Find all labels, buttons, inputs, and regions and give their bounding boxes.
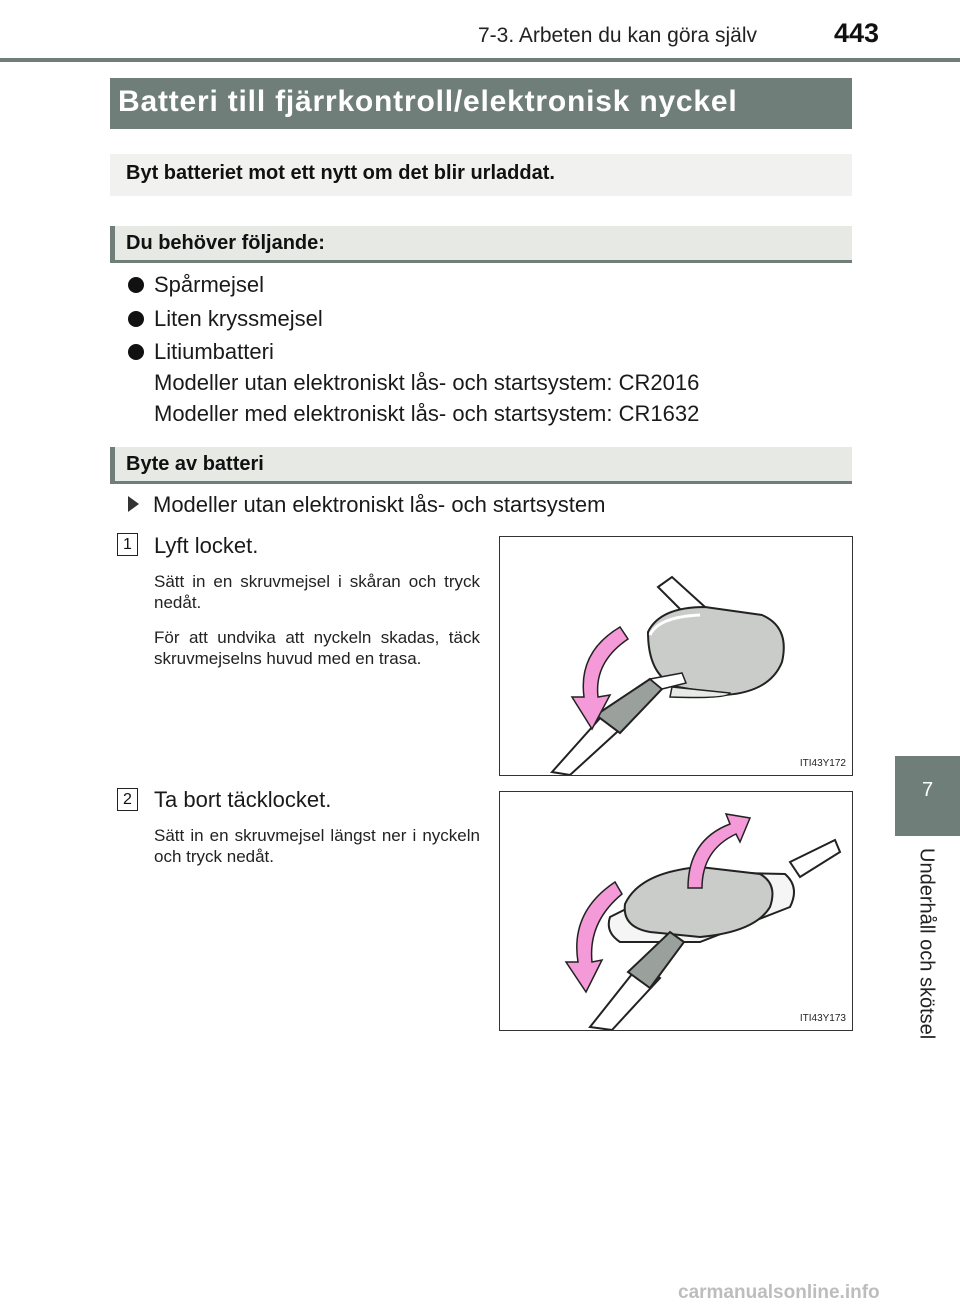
step-title: Lyft locket. <box>154 533 259 558</box>
bullet-icon <box>128 311 144 327</box>
page-number: 443 <box>834 18 880 48</box>
triangle-bullet-icon <box>128 496 139 512</box>
lead-box <box>110 154 852 196</box>
key-illustration-1 <box>500 537 852 775</box>
step-title: Ta bort täcklocket. <box>154 787 332 812</box>
header-rule <box>0 58 960 62</box>
figure-lift-cover <box>499 536 853 776</box>
list-item-text: Litiumbatteri <box>154 339 274 364</box>
chapter-label <box>898 848 954 1038</box>
list-item-text: Spårmejsel <box>154 272 265 297</box>
figure-code: ITI43Y173 <box>799 1013 846 1024</box>
page-title: Batteri till fjärrkontroll/elektronisk nyckel <box>118 85 738 118</box>
model-line-text: Modeller utan elektroniskt lås- och startsystem <box>153 492 606 517</box>
key-illustration-2 <box>500 792 852 1030</box>
chapter-tab: 7 <box>895 756 960 836</box>
section-heading-needs <box>110 226 852 263</box>
list-item <box>128 272 264 298</box>
list-item-text: Liten kryssmejsel <box>154 306 323 331</box>
step-note: För att undvika att nyckeln skadas, täck skruvmejselns huvud med en trasa. <box>154 628 480 668</box>
section-heading-replace <box>110 447 852 484</box>
bullet-icon <box>128 344 144 360</box>
section-heading-needs-text: Du behöver följande: <box>126 232 325 254</box>
battery-line: Modeller med elektroniskt lås- och startsystem: CR1632 <box>154 401 700 426</box>
section-header: 7-3. Arbeten du kan göra själv <box>478 24 758 47</box>
lead-text: Byt batteriet mot ett nytt om det blir urladdat. <box>126 162 555 184</box>
step-note: Sätt in en skruvmejsel i skåran och tryck nedåt. <box>154 572 480 612</box>
step-number: 1 <box>117 533 138 556</box>
figure-code: ITI43Y172 <box>799 758 846 769</box>
watermark: carmanualsonline.info <box>678 1282 880 1303</box>
list-item <box>128 339 274 365</box>
battery-line: Modeller utan elektroniskt lås- och startsystem: CR2016 <box>154 370 700 395</box>
bullet-icon <box>128 277 144 293</box>
step-number: 2 <box>117 788 138 811</box>
step-note: Sätt in en skruvmejsel längst ner i nyckeln och tryck nedåt. <box>154 826 480 866</box>
section-heading-replace-text: Byte av batteri <box>126 453 264 475</box>
figure-remove-cover <box>499 791 853 1031</box>
page-title-bar <box>110 78 852 129</box>
list-item <box>128 306 323 332</box>
chapter-label-text: Underhåll och skötsel <box>915 848 938 1040</box>
model-line <box>128 492 605 518</box>
